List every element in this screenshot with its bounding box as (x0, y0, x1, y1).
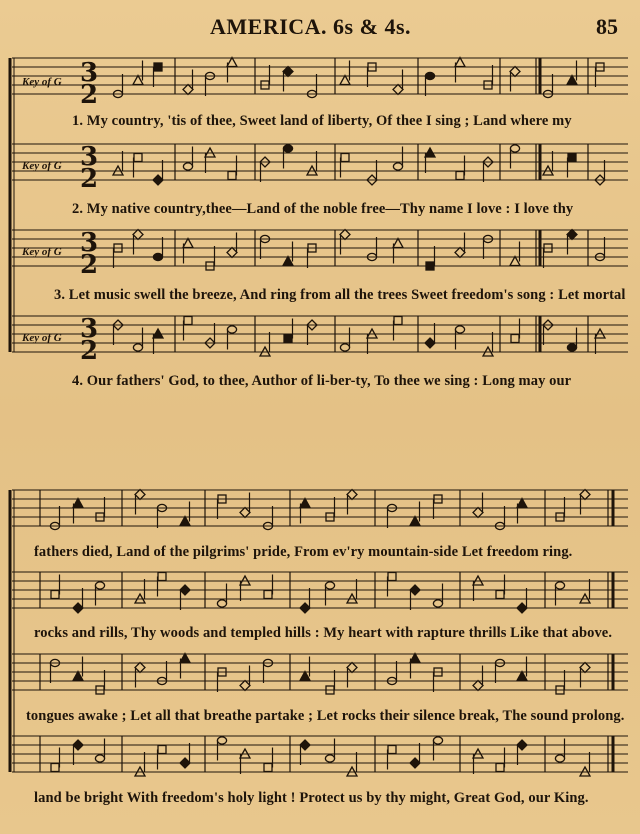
note-head-diamond (517, 603, 527, 613)
note-head-diamond (580, 490, 590, 500)
note-head-square (264, 764, 272, 772)
time-signature-top: 3 (80, 142, 99, 172)
note-head-diamond (135, 663, 145, 673)
note-head-diamond (410, 758, 420, 768)
note-head-square (568, 154, 576, 162)
note-head-round (95, 582, 104, 589)
note-head-square (388, 573, 396, 581)
note-head-triangle (410, 654, 420, 663)
note-head-triangle (180, 517, 190, 526)
note-head-square (158, 746, 166, 754)
note-head-diamond (510, 67, 520, 77)
note-head-diamond (425, 338, 435, 348)
note-head-round (567, 344, 576, 351)
note-head-round (217, 600, 226, 607)
note-head-round (217, 737, 226, 744)
note-head-square (264, 591, 272, 599)
note-head-triangle (517, 499, 527, 508)
note-head-diamond (393, 85, 403, 95)
note-head-round (133, 344, 142, 351)
note-head-round (183, 163, 192, 170)
note-head-diamond (347, 490, 357, 500)
note-head-diamond (133, 230, 143, 240)
lyric-verse-1-continued: fathers died, Land of the pilgrims' pride, From ev'ry mountain-side Let freedom ring. (34, 544, 573, 560)
note-head-round (153, 253, 162, 260)
note-head-diamond (300, 740, 310, 750)
note-head-diamond (240, 681, 250, 691)
note-head-square (388, 746, 396, 754)
note-head-round (510, 145, 519, 152)
key-label: Key of G (22, 246, 62, 258)
note-head-square (496, 764, 504, 772)
note-head-round (555, 582, 564, 589)
note-head-diamond (180, 758, 190, 768)
note-head-round (283, 145, 292, 152)
note-head-square (228, 172, 236, 180)
note-head-square (511, 335, 519, 343)
time-signature-top: 3 (80, 228, 99, 258)
note-head-diamond (73, 740, 83, 750)
note-head-diamond (455, 248, 465, 258)
note-head-round (433, 737, 442, 744)
note-head-triangle (340, 76, 350, 85)
note-head-square (51, 764, 59, 772)
note-head-round (325, 582, 334, 589)
note-head-round (433, 600, 442, 607)
note-head-square (341, 154, 349, 162)
note-head-round (95, 755, 104, 762)
note-head-square (158, 573, 166, 581)
time-signature-top: 3 (80, 58, 99, 88)
note-head-triangle (73, 499, 83, 508)
note-head-square (184, 317, 192, 325)
note-head-triangle (567, 76, 577, 85)
note-head-diamond (227, 248, 237, 258)
lyric-verse-4: 4. Our fathers' God, to thee, Author of li-ber-ty, To thee we sing : Long may our (72, 373, 572, 389)
note-head-triangle (300, 499, 310, 508)
note-head-round (425, 72, 434, 79)
lyric-verse-3-continued: tongues awake ; Let all that breathe partake ; Let rocks their silence break, The sound prolong. (26, 708, 625, 724)
lyric-verse-1: 1. My country, 'tis of thee, Sweet land of liberty, Of thee I sing ; Land where my (72, 113, 572, 129)
note-head-square (496, 591, 504, 599)
note-head-diamond (580, 663, 590, 673)
note-head-diamond (240, 508, 250, 518)
note-head-diamond (347, 663, 357, 673)
note-head-triangle (410, 517, 420, 526)
note-head-diamond (73, 603, 83, 613)
time-signature-bottom: 2 (80, 336, 99, 366)
lyric-verse-4-continued: land be bright With freedom's holy light ! Protect us by thy might, Great God, our King. (34, 790, 589, 806)
note-head-diamond (183, 85, 193, 95)
note-head-diamond (473, 508, 483, 518)
note-head-diamond (567, 230, 577, 240)
note-head-diamond (300, 603, 310, 613)
note-head-diamond (135, 490, 145, 500)
note-head-square (154, 63, 162, 71)
note-head-diamond (153, 175, 163, 185)
note-head-diamond (410, 585, 420, 595)
note-head-square (284, 335, 292, 343)
key-label: Key of G (22, 160, 62, 172)
time-signature-bottom: 2 (80, 164, 99, 194)
note-head-round (325, 755, 334, 762)
note-head-square (51, 591, 59, 599)
note-head-diamond (340, 230, 350, 240)
lyric-verse-2-continued: rocks and rills, Thy woods and templed hills : My heart with rapture thrills Like that above. (34, 625, 613, 641)
time-signature-bottom: 2 (80, 80, 99, 110)
note-head-triangle (300, 672, 310, 681)
key-label: Key of G (22, 332, 62, 344)
note-head-triangle (183, 239, 193, 248)
note-head-round (227, 326, 236, 333)
key-label: Key of G (22, 76, 62, 88)
note-head-triangle (73, 672, 83, 681)
lyric-verse-3: 3. Let music swell the breeze, And ring from all the trees Sweet freedom's song : Let mortal (54, 287, 626, 303)
note-head-triangle (517, 672, 527, 681)
note-head-triangle (283, 257, 293, 266)
note-head-round (393, 163, 402, 170)
time-signature-top: 3 (80, 314, 99, 344)
note-head-round (555, 755, 564, 762)
page-number: 85 (596, 14, 618, 39)
note-head-triangle (393, 239, 403, 248)
note-head-square (394, 317, 402, 325)
hymn-title: AMERICA. 6s & 4s. (210, 14, 411, 39)
note-head-diamond (473, 681, 483, 691)
lyric-verse-2: 2. My native country,thee—Land of the noble free—Thy name I love : I love thy (72, 201, 574, 217)
note-head-square (426, 262, 434, 270)
note-head-triangle (227, 58, 237, 67)
note-head-round (340, 344, 349, 351)
note-head-triangle (455, 58, 465, 67)
note-head-square (456, 172, 464, 180)
note-head-diamond (180, 585, 190, 595)
note-head-square (134, 154, 142, 162)
time-signature-bottom: 2 (80, 250, 99, 280)
note-head-round (455, 326, 464, 333)
note-head-diamond (517, 740, 527, 750)
note-head-diamond (283, 67, 293, 77)
note-head-triangle (133, 76, 143, 85)
note-head-triangle (180, 654, 190, 663)
note-head-triangle (510, 257, 520, 266)
